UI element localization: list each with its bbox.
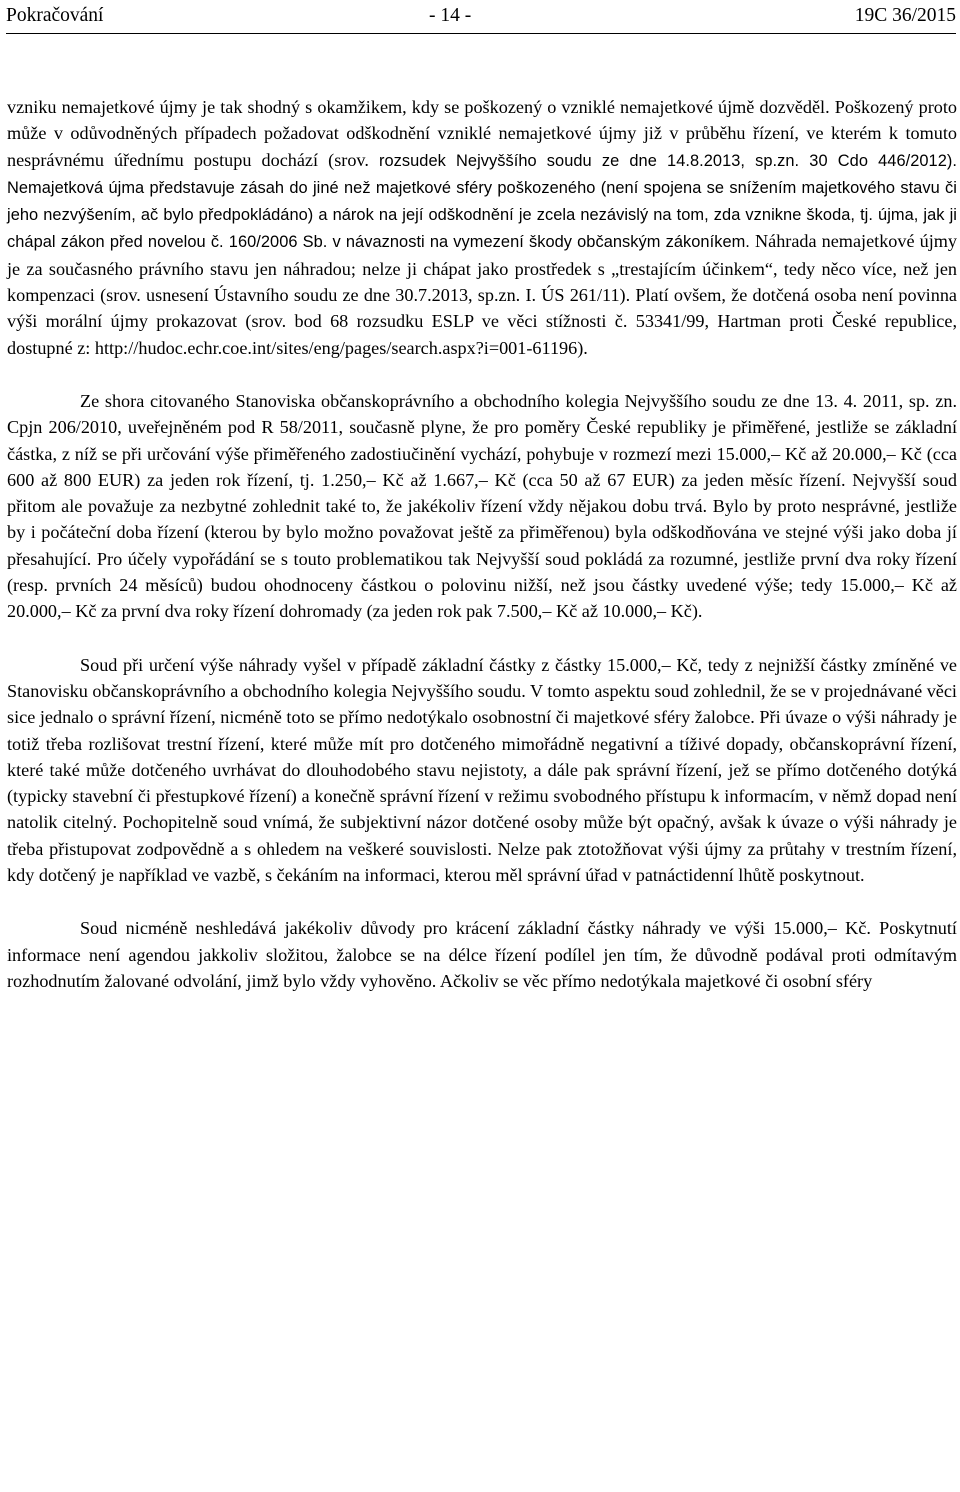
paragraph-1-part-c: Náhrada nemajetkové újmy je za současného právního stavu jen náhradou; nelze ji chápat jako prostředek s „trestajícím účinkem“, tedy něco více, než jen kompenzaci (srov. usnesení Ústavního soudu ze dne 30.7.2013, sp.zn. I. ÚS 261/11). Platí ovšem, že dotčená osoba není povinna výši morální újmy prokazovat (srov. bod 68 rozsudku ESLP ve věci stížnosti č. 53341/99, Hartman proti České republice, dostupné z: http://hudoc.echr.coe.int/sites/eng/pages/search.aspx?i=001-61196). [7, 231, 958, 358]
page-number: - 14 - [429, 5, 472, 26]
paragraph-2: Ze shora citovaného Stanoviska občanskoprávního a obchodního kolegia Nejvyššího soudu ze dne 13. 4. 2011, sp. zn. Cpjn 206/2010, uveřejněném pod R 58/2011, současně plyne, že pro poměry České republiky je přiměřené, jestliže se základní částka, z níž se při určování výše přiměřeného zadostiučinění vychází, pohybuje v rozmezí mezi 15.000,– Kč až 20.000,– Kč (cca 600 až 800 EUR) za jeden rok řízení, tj. 1.250,– Kč až 1.667,– Kč (cca 50 až 67 EUR) za jeden měsíc řízení. Nejvyšší soud přitom ale považuje za nezbytné zohlednit také to, že jakékoliv řízení vždy nějakou dobu trvá. Bylo by proto nesprávné, jestliže by i počáteční doba řízení (kterou by bylo možno považovat ještě za přiměřenou) byla odškodňována ve stejné výši jako doba jí přesahující. Pro účely vypořádání se s touto problematikou tak Nejvyšší soud pokládá za rozumné, jestliže první dva roky řízení (resp. prvních 24 měsíců) budou ohodnoceny částkou o polovinu nižší, než jsou částky uvedené výše; tedy 15.000,– Kč až 20.000,– Kč za první dva roky řízení dohromady (za jeden rok pak 7.500,– Kč až 10.000,– Kč). [7, 390, 957, 622]
paragraph-3: Soud při určení výše náhrady vyšel v případě základní částky z částky 15.000,– Kč, tedy z nejnižší částky zmíněné ve Stanovisku občanskoprávního a obchodního kolegia Nejvyššího soudu. V tomto aspektu soud zohlednil, že se v projednávané věci sice jednalo o správní řízení, nicméně toto se přímo nedotýkalo osobnostní či majetkové sféry žalobce. Při úvaze o výši náhrady je totiž třeba rozlišovat trestní řízení, které může mít pro dotčeného mimořádně negativní a tíživé dopady, občanskoprávní řízení, které také může dotčeného uvrhávat do dlouhodobého stavu nejistoty, a dále pak správní řízení, jež se přímo dotčeného dotýká (typicky stavební či přestupkové řízení) a konečně správní řízení v režimu svobodného přístupu k informacím, v němž dopad není natolik citelný. Pochopitelně soud vnímá, že subjektivní názor dotčené osoby může být opačný, avšak k úvaze o výši náhrady je třeba přistupovat zodpovědně a s ohledem na veškeré souvislosti. Nelze pak ztotožňovat výši újmy za průtahy v trestním řízení, kdy dotčený je například ve vazbě, s čekáním na informaci, kterou měl správní úřad v patnáctidenní lhůtě poskytnout. [7, 654, 957, 886]
page-header [6, 2, 956, 30]
document-body [7, 94, 957, 994]
header-continuation-label: Pokračování [6, 5, 104, 26]
paragraph-1-part-a: vzniku nemajetkové újmy je tak shodný s okamžikem, kdy se poškozený o vzniklé nemajetkové újmě dozvěděl. Poškozený proto může v odůvodněných případech požadovat odškodnění vzniklé nemajetkové újmy již v průběhu řízení, ve kterém k tomuto nesprávnému úřednímu postupu dochází (srov. [7, 97, 957, 170]
header-divider [6, 33, 956, 34]
paragraph-1 [7, 94, 957, 361]
paragraph-1-part-b: rozsudek Nejvyššího soudu ze dne 14.8.2013, sp.zn. 30 Cdo 446/2012). Nemajetková újma představuje zásah do jiné než majetkové sféry poškozeného (není spojena se snížením majetkového stavu či jeho nezvýšením, ač bylo předpokládáno) a nárok na její odškodnění je zcela nezávislý na tom, zda vznikne škoda, tj. újma, jak ji chápal zákon před novelou č. 160/2006 Sb. v návaznosti na vymezení škody občanským zákoníkem. [7, 151, 957, 252]
paragraph-spacer [7, 361, 957, 388]
paragraph-4: Soud nicméně neshledává jakékoliv důvody pro krácení základní částky náhrady ve výši 15.000,– Kč. Poskytnutí informace není agendou jakkoliv složitou, žalobce se na délce řízení podílel jen tím, že důvodně podával proti odmítavým rozhodnutím žalované odvolání, jimž bylo vždy vyhověno. Ačkoliv se věc přímo nedotýkala majetkové či osobní sféry [7, 918, 957, 991]
paragraph-spacer [7, 888, 957, 915]
paragraph-spacer [7, 625, 957, 652]
case-number: 19C 36/2015 [854, 5, 956, 26]
